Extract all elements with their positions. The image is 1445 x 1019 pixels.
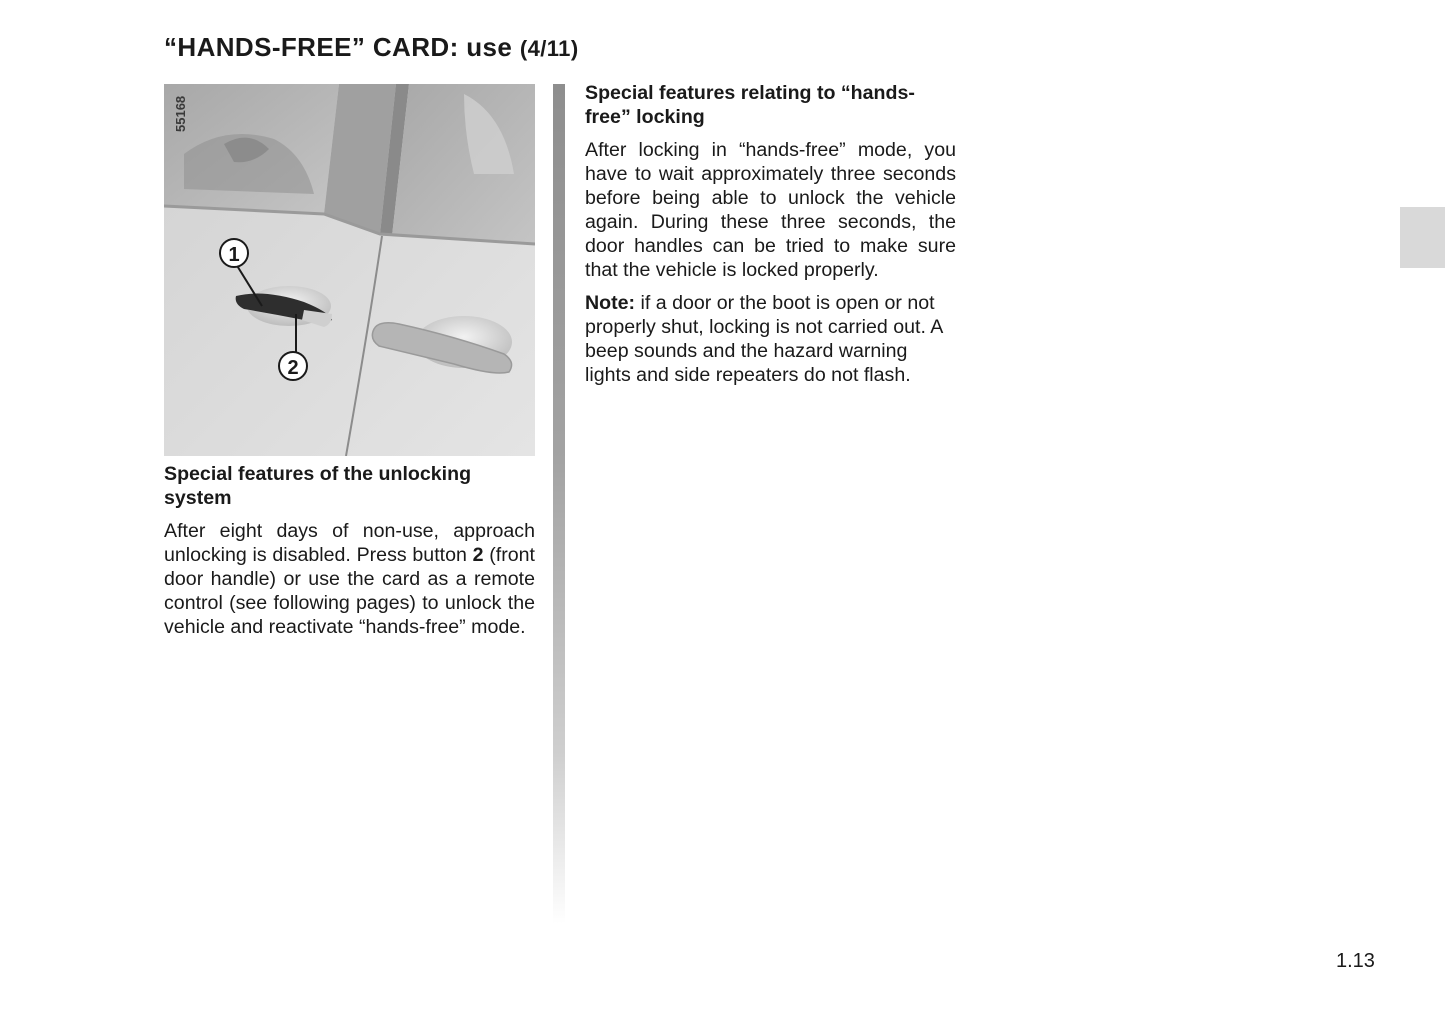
column-divider [553,84,565,924]
page-title [164,32,579,63]
unlocking-text-end: (front door handle) or use the card as a remote control (see following pages) to unlock the vehicle and reactivate “hands-free” mode. [164,544,535,638]
section-tab-marker [1400,207,1445,268]
unlocking-text-start: After eight days of non-use, approach unlocking is disabled. Press button [164,520,535,566]
door-handle-illustration [164,84,535,456]
note-label: Note: [585,292,636,314]
page-number: 1.13 [1336,950,1375,972]
note-paragraph [585,291,956,387]
page-title-part: (4/11) [519,36,579,61]
hands-free-locking-heading: Special features relating to “hands-free” locking [585,82,915,128]
callout-1: 1 [228,244,240,266]
callout-2: 2 [287,357,299,379]
right-column [585,81,956,396]
unlocking-system-heading: Special features of the unlocking system [164,463,472,509]
unlocking-system-paragraph [164,519,535,639]
illustration-reference-number: 55168 [173,95,188,132]
note-text: if a door or the boot is open or not properly shut, locking is not carried out. A beep sounds and the hazard warning lights and side repeaters do not flash. [585,292,943,386]
left-column [164,462,535,648]
hands-free-locking-paragraph: After locking in “hands-free” mode, you have to wait approximately three seconds before being able to unlock the vehicle again. During these three seconds, the door handles can be tried to make sure that the vehicle is locked properly. [585,139,956,281]
page-title-main: “HANDS-FREE” CARD: use [164,32,513,62]
button-number: 2 [472,544,484,566]
